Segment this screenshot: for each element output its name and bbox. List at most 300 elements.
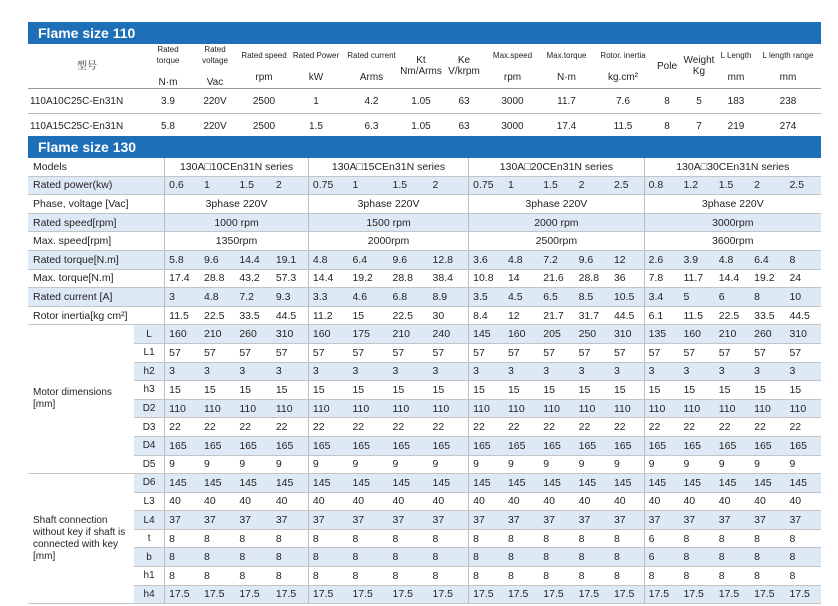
frame-130-dimension-cell: 3 <box>348 362 388 381</box>
frame-130-dimension-cell: 165 <box>679 436 714 455</box>
frame-130-value-cell: 21.7 <box>539 306 574 325</box>
frame-130-dimension-cell: 17.5 <box>388 585 428 604</box>
frame-130-dimension-cell: 9 <box>504 455 539 474</box>
frame-130-dimension-cell: 15 <box>308 381 348 400</box>
frame-110-header-label: L length range <box>762 50 814 60</box>
frame-130-dimension-cell: 310 <box>272 325 309 344</box>
frame-130-dimension-cell: 37 <box>785 511 821 530</box>
frame-130-dimension-cell: 210 <box>715 325 750 344</box>
frame-130-value-cell: 6.8 <box>388 288 428 307</box>
frame-130-dimension-cell: 8 <box>308 567 348 586</box>
frame-130-dimension-cell: 145 <box>348 474 388 493</box>
frame-130-dimension-cell: 37 <box>165 511 200 530</box>
frame-130-dimension-cell: 40 <box>235 492 272 511</box>
frame-130-dimension-cell: 15 <box>388 381 428 400</box>
frame-130-dimension-cell: 8 <box>348 567 388 586</box>
frame-110-value-cell: 220V <box>190 89 240 114</box>
frame-130-merged-row <box>28 213 821 232</box>
frame-130-dimension-cell: 37 <box>388 511 428 530</box>
frame-130-dimension-cell: 145 <box>575 474 610 493</box>
frame-110-header-cell <box>681 44 717 89</box>
frame-130-rated-power-cell: 2 <box>429 176 469 195</box>
frame-130-value-cell: 44.5 <box>272 306 309 325</box>
frame-110-value-cell: 6.3 <box>344 114 399 139</box>
frame-110-value-cell: 1.5 <box>288 114 344 139</box>
frame-130-value-cell: 31.7 <box>575 306 610 325</box>
frame-110-value-cell: 8 <box>653 114 681 139</box>
frame-130-dimension-cell: 165 <box>644 436 679 455</box>
frame-130-row-label: Rated power(kw) <box>28 176 165 195</box>
frame-130-dimension-cell: 9 <box>165 455 200 474</box>
frame-130-merged-cell: 2000 rpm <box>469 213 645 232</box>
frame-110-header-label: Rated current <box>347 50 396 60</box>
frame-130-dimension-cell: 8 <box>469 567 504 586</box>
frame-130-dimension-cell: 40 <box>165 492 200 511</box>
frame-130-value-cell: 11.7 <box>679 269 714 288</box>
frame-130-dimension-cell: 8 <box>539 529 574 548</box>
frame-130-dimension-cell: 40 <box>539 492 574 511</box>
frame-130-dimension-cell: 110 <box>469 399 504 418</box>
frame-130-dimension-cell: 145 <box>272 474 309 493</box>
frame-130-value-cell: 28.8 <box>575 269 610 288</box>
frame-130-dimension-cell: 160 <box>308 325 348 344</box>
frame-130-merged-cell: 3phase 220V <box>644 195 821 214</box>
frame-130-value-cell: 4.5 <box>504 288 539 307</box>
frame-130-value-cell: 22.5 <box>388 306 428 325</box>
frame-130-dimension-cell: 57 <box>235 343 272 362</box>
frame-130-dimension-cell: 8 <box>504 567 539 586</box>
frame-130-dimension-code: D3 <box>134 418 165 437</box>
frame-130-dimension-cell: 8 <box>469 529 504 548</box>
frame-130-value-cell: 19.1 <box>272 250 309 269</box>
frame-130-value-cell: 24 <box>785 269 821 288</box>
frame-110-header-unit: kW <box>308 71 324 83</box>
frame-130-value-cell: 12.8 <box>429 250 469 269</box>
frame-130-value-cell: 43.2 <box>235 269 272 288</box>
frame-130-dimension-cell: 15 <box>272 381 309 400</box>
frame-130-dimension-cell: 210 <box>388 325 428 344</box>
frame-130-dimension-code: L3 <box>134 492 165 511</box>
frame-130-dimension-cell: 9 <box>785 455 821 474</box>
frame-130-value-cell: 8.9 <box>429 288 469 307</box>
frame-130-value-cell: 33.5 <box>235 306 272 325</box>
frame-130-merged-cell: 1000 rpm <box>165 213 309 232</box>
frame-130-dimension-row <box>28 418 821 437</box>
frame-110-header-unit: rpm <box>503 71 522 83</box>
frame-110-header-cell <box>240 44 288 89</box>
frame-130-dimension-row <box>28 529 821 548</box>
frame-110-header-unit: Kg <box>692 66 706 77</box>
frame-110-value-cell: 1.05 <box>399 114 443 139</box>
frame-130-rated-power-cell: 0.6 <box>165 176 200 195</box>
frame-130-merged-row <box>28 195 821 214</box>
frame-130-dimension-cell: 57 <box>785 343 821 362</box>
frame-130-dimension-cell: 22 <box>715 418 750 437</box>
frame-130-dimension-cell: 17.5 <box>539 585 574 604</box>
frame-130-rated-power-row <box>28 176 821 195</box>
frame-130-rated-power-cell: 0.8 <box>644 176 679 195</box>
frame-130-dimension-cell: 145 <box>469 474 504 493</box>
frame-130-dimension-cell: 260 <box>235 325 272 344</box>
frame-130-dimension-cell: 8 <box>539 567 574 586</box>
frame-110-value-cell: 238 <box>755 89 821 114</box>
frame-130-dimension-cell: 8 <box>308 548 348 567</box>
frame-130-dimension-cell: 17.5 <box>504 585 539 604</box>
frame-130-dimension-cell: 6 <box>644 529 679 548</box>
frame-130-dimension-cell: 8 <box>272 567 309 586</box>
frame-130-rated-power-cell: 2.5 <box>785 176 821 195</box>
frame-130-dimension-cell: 8 <box>388 548 428 567</box>
frame-130-dimension-cell: 145 <box>750 474 785 493</box>
frame-130-value-cell: 14.4 <box>308 269 348 288</box>
frame-130-dimension-cell: 8 <box>715 548 750 567</box>
frame-110-header-cell <box>540 44 593 89</box>
frame-130-rated-power-cell: 1.5 <box>388 176 428 195</box>
frame-130-value-cell: 9.6 <box>575 250 610 269</box>
frame-130-merged-cell: 2000rpm <box>308 232 468 251</box>
frame-130-dimension-cell: 9 <box>644 455 679 474</box>
frame-130-dimension-cell: 57 <box>610 343 644 362</box>
frame-130-dimension-cell: 22 <box>429 418 469 437</box>
frame-130-dimension-cell: 3 <box>644 362 679 381</box>
frame-130-value-cell: 9.6 <box>200 250 235 269</box>
frame-130-dimension-row <box>28 548 821 567</box>
frame-130-value-cell: 9.6 <box>388 250 428 269</box>
frame-130-value-cell: 28.8 <box>388 269 428 288</box>
frame-130-dimension-cell: 9 <box>750 455 785 474</box>
frame-130-dimension-cell: 8 <box>469 548 504 567</box>
frame-130-dimension-cell: 110 <box>200 399 235 418</box>
frame-130-dimension-cell: 8 <box>348 548 388 567</box>
frame-130-dimension-cell: 110 <box>715 399 750 418</box>
frame-130-dimension-cell: 3 <box>200 362 235 381</box>
frame-130-dimension-cell: 310 <box>610 325 644 344</box>
frame-130-dimension-cell: 40 <box>575 492 610 511</box>
frame-130-dimension-cell: 17.5 <box>679 585 714 604</box>
frame-130-dimension-code: L4 <box>134 511 165 530</box>
frame-110-value-cell: 3.9 <box>146 89 190 114</box>
frame-110-header-unit: N·m <box>557 71 576 83</box>
frame-130-dimension-code: t <box>134 529 165 548</box>
frame-110-header-label: Rotor. inertia <box>600 50 646 60</box>
frame-130-dimension-code: h1 <box>134 567 165 586</box>
frame-130-value-cell: 14.4 <box>235 250 272 269</box>
frame-130-dimension-cell: 165 <box>429 436 469 455</box>
frame-130-dimension-cell: 8 <box>235 548 272 567</box>
frame-130-value-cell: 5 <box>679 288 714 307</box>
frame-130-dimension-cell: 22 <box>469 418 504 437</box>
frame-130-dimension-cell: 8 <box>610 529 644 548</box>
frame-130-dimension-cell: 240 <box>429 325 469 344</box>
frame-130-value-row <box>28 269 821 288</box>
frame-130-dimension-cell: 8 <box>785 548 821 567</box>
frame-130-dimension-cell: 160 <box>679 325 714 344</box>
frame-130-dimension-cell: 145 <box>785 474 821 493</box>
frame-130-dimension-cell: 57 <box>715 343 750 362</box>
frame-130-value-cell: 3.6 <box>469 250 504 269</box>
frame-130-dimension-cell: 22 <box>575 418 610 437</box>
frame-130-dimension-cell: 110 <box>750 399 785 418</box>
frame-130-dimension-cell: 210 <box>200 325 235 344</box>
frame-130-dimension-cell: 3 <box>715 362 750 381</box>
frame-130-dimension-cell: 40 <box>715 492 750 511</box>
frame-130-value-cell: 11.5 <box>679 306 714 325</box>
frame-130-rated-power-cell: 1 <box>348 176 388 195</box>
frame-130-dimension-cell: 8 <box>235 529 272 548</box>
frame-130-dimension-cell: 165 <box>200 436 235 455</box>
frame-110-title-bar <box>28 22 821 44</box>
frame-130-dimension-cell: 145 <box>235 474 272 493</box>
frame-130-dimension-row <box>28 455 821 474</box>
frame-130-value-cell: 10.5 <box>610 288 644 307</box>
frame-110-value-cell: 11.7 <box>540 89 593 114</box>
frame-130-value-row <box>28 306 821 325</box>
frame-130-dimension-cell: 22 <box>388 418 428 437</box>
frame-130-rated-power-cell: 2 <box>750 176 785 195</box>
frame-130-dimension-cell: 17.5 <box>429 585 469 604</box>
frame-130-dimension-cell: 165 <box>348 436 388 455</box>
frame-130-dimension-cell: 8 <box>165 567 200 586</box>
frame-130-dimension-cell: 22 <box>679 418 714 437</box>
frame-130-dimension-cell: 22 <box>308 418 348 437</box>
frame-130-dimension-cell: 135 <box>644 325 679 344</box>
frame-130-dimension-cell: 22 <box>272 418 309 437</box>
frame-130-dimension-cell: 15 <box>644 381 679 400</box>
frame-130-dimension-cell: 40 <box>348 492 388 511</box>
frame-130-dimension-cell: 15 <box>469 381 504 400</box>
frame-130-dimension-cell: 17.5 <box>644 585 679 604</box>
frame-130-value-cell: 8.5 <box>575 288 610 307</box>
frame-130-dimension-cell: 165 <box>235 436 272 455</box>
frame-130-dimension-cell: 145 <box>469 325 504 344</box>
frame-130-dimension-cell: 37 <box>200 511 235 530</box>
frame-130-dimension-cell: 15 <box>429 381 469 400</box>
frame-130-dimension-cell: 15 <box>504 381 539 400</box>
frame-130-dimension-cell: 8 <box>750 529 785 548</box>
frame-130-dimension-cell: 8 <box>272 529 309 548</box>
frame-110-header-label: 型号 <box>77 60 97 72</box>
frame-110-header-label: L Length <box>720 50 752 60</box>
frame-130-dimension-code: h2 <box>134 362 165 381</box>
frame-130-value-cell: 10.8 <box>469 269 504 288</box>
frame-130-dimension-cell: 9 <box>679 455 714 474</box>
frame-130-dimension-cell: 22 <box>610 418 644 437</box>
frame-130-row-label: Max. speed[rpm] <box>28 232 165 251</box>
frame-130-dimension-code: D2 <box>134 399 165 418</box>
frame-130-value-cell: 8.4 <box>469 306 504 325</box>
frame-130-dimension-row <box>28 436 821 455</box>
frame-110-header-unit: Nm/Arms <box>400 66 442 77</box>
frame-130-dimension-cell: 9 <box>388 455 428 474</box>
frame-130-dimension-cell: 37 <box>504 511 539 530</box>
frame-130-rated-power-cell: 0.75 <box>308 176 348 195</box>
frame-130-value-cell: 28.8 <box>200 269 235 288</box>
frame-130-dimension-cell: 8 <box>575 567 610 586</box>
frame-130-title: Flame size 130 <box>38 139 137 155</box>
frame-130-value-cell: 30 <box>429 306 469 325</box>
frame-130-dimension-cell: 145 <box>715 474 750 493</box>
frame-130-dimension-cell: 110 <box>644 399 679 418</box>
motor-dimensions-label: Motor dimensions [mm] <box>28 325 134 474</box>
frame-130-dimension-row <box>28 362 821 381</box>
frame-130-dimension-row <box>28 511 821 530</box>
frame-130-value-cell: 7.8 <box>644 269 679 288</box>
frame-110-header-cell <box>399 44 443 89</box>
frame-130-dimension-cell: 57 <box>469 343 504 362</box>
frame-130-dimension-cell: 8 <box>200 567 235 586</box>
frame-110-header-cell <box>443 44 485 89</box>
frame-130-dimension-cell: 9 <box>575 455 610 474</box>
frame-130-value-cell: 7.2 <box>539 250 574 269</box>
frame-130-dimension-cell: 57 <box>348 343 388 362</box>
frame-130-dimension-cell: 37 <box>715 511 750 530</box>
frame-130-dimension-cell: 57 <box>308 343 348 362</box>
frame-110-header-cell <box>593 44 653 89</box>
frame-130-dimension-code: b <box>134 548 165 567</box>
frame-130-dimension-cell: 3 <box>610 362 644 381</box>
frame-130-dimension-cell: 145 <box>504 474 539 493</box>
frame-130-value-cell: 2.6 <box>644 250 679 269</box>
frame-130-rated-power-cell: 1 <box>504 176 539 195</box>
frame-130-dimension-cell: 57 <box>750 343 785 362</box>
frame-110-header-unit: mm <box>727 71 745 83</box>
frame-110-value-cell: 1 <box>288 89 344 114</box>
frame-130-dimension-cell: 40 <box>644 492 679 511</box>
frame-130-value-row <box>28 250 821 269</box>
frame-130-dimension-cell: 8 <box>429 548 469 567</box>
frame-130-value-row <box>28 288 821 307</box>
frame-130-dimension-cell: 310 <box>785 325 821 344</box>
frame-130-dimension-cell: 37 <box>539 511 574 530</box>
frame-130-dimension-cell: 22 <box>348 418 388 437</box>
frame-130-rated-power-cell: 1 <box>200 176 235 195</box>
frame-130-dimension-cell: 37 <box>679 511 714 530</box>
frame-130-dimension-cell: 3 <box>679 362 714 381</box>
frame-110-header-cell <box>344 44 399 89</box>
frame-130-dimension-cell: 165 <box>388 436 428 455</box>
frame-130-dimension-code: L1 <box>134 343 165 362</box>
frame-130-dimension-cell: 110 <box>388 399 428 418</box>
frame-130-dimension-cell: 8 <box>715 529 750 548</box>
frame-110-value-cell: 8 <box>653 89 681 114</box>
frame-110-value-cell: 63 <box>443 89 485 114</box>
frame-130-dimension-cell: 110 <box>348 399 388 418</box>
frame-130-value-cell: 4.8 <box>715 250 750 269</box>
frame-130-dimension-code: D6 <box>134 474 165 493</box>
frame-110-header-cell <box>485 44 540 89</box>
frame-110-header-label: Max.torque <box>546 50 587 60</box>
frame-130-value-cell: 44.5 <box>785 306 821 325</box>
frame-130-dimension-cell: 3 <box>750 362 785 381</box>
frame-110-value-cell: 7 <box>681 114 717 139</box>
frame-130-value-cell: 4.8 <box>200 288 235 307</box>
frame-110-header-label: Rated torque <box>156 45 180 65</box>
frame-130-dimension-cell: 8 <box>200 548 235 567</box>
frame-110-header-unit: Vac <box>206 77 224 88</box>
frame-130-dimension-cell: 17.5 <box>308 585 348 604</box>
frame-110-header-unit: rpm <box>255 71 273 83</box>
frame-130-dimension-cell: 15 <box>200 381 235 400</box>
frame-130-dimension-cell: 110 <box>165 399 200 418</box>
frame-130-dimension-cell: 8 <box>575 529 610 548</box>
frame-130-value-cell: 12 <box>610 250 644 269</box>
frame-130-dimension-cell: 37 <box>272 511 309 530</box>
frame-130-value-cell: 10 <box>785 288 821 307</box>
frame-110-value-cell: 274 <box>755 114 821 139</box>
frame-130-dimension-cell: 160 <box>504 325 539 344</box>
frame-130-dimension-cell: 110 <box>429 399 469 418</box>
frame-110-header-cell <box>653 44 681 89</box>
frame-130-value-cell: 19.2 <box>348 269 388 288</box>
frame-110-header-cell <box>288 44 344 89</box>
frame-130-dimension-cell: 15 <box>679 381 714 400</box>
frame-130-rated-power-cell: 2 <box>575 176 610 195</box>
frame-130-value-cell: 3 <box>165 288 200 307</box>
frame-130-dimension-cell: 110 <box>575 399 610 418</box>
frame-110-value-cell: 5 <box>681 89 717 114</box>
frame-130-dimension-cell: 22 <box>750 418 785 437</box>
frame-110-value-cell: 4.2 <box>344 89 399 114</box>
frame-130-dimension-cell: 145 <box>200 474 235 493</box>
frame-130-value-cell: 21.6 <box>539 269 574 288</box>
frame-130-dimension-cell: 8 <box>165 548 200 567</box>
frame-130-dimension-cell: 22 <box>504 418 539 437</box>
frame-130-merged-cell: 3phase 220V <box>469 195 645 214</box>
frame-110-value-cell: 219 <box>717 114 755 139</box>
frame-130-row-label: Models <box>28 158 165 176</box>
frame-130-dimension-cell: 8 <box>429 567 469 586</box>
frame-130-dimension-cell: 22 <box>235 418 272 437</box>
frame-130-rated-power-cell: 1.2 <box>679 176 714 195</box>
frame-130-dimension-cell: 15 <box>575 381 610 400</box>
frame-130-merged-cell: 3phase 220V <box>165 195 309 214</box>
frame-130-dimension-row <box>28 585 821 604</box>
frame-110-value-cell: 11.5 <box>593 114 653 139</box>
frame-130-dimension-cell: 15 <box>165 381 200 400</box>
frame-130-dimension-cell: 17.5 <box>785 585 821 604</box>
frame-130-dimension-cell: 17.5 <box>750 585 785 604</box>
frame-130-dimension-cell: 145 <box>644 474 679 493</box>
frame-130-dimension-row <box>28 474 821 493</box>
frame-130-dimension-cell: 3 <box>504 362 539 381</box>
frame-130-dimension-cell: 57 <box>165 343 200 362</box>
frame-110-header-cell <box>755 44 821 89</box>
frame-110-row <box>28 89 821 114</box>
frame-130-dimension-cell: 8 <box>679 548 714 567</box>
frame-130-dimension-cell: 110 <box>272 399 309 418</box>
frame-110-value-cell: 2500 <box>240 114 288 139</box>
frame-130-merged-cell: 1500 rpm <box>308 213 468 232</box>
frame-110-value-cell: 183 <box>717 89 755 114</box>
frame-130-dimension-cell: 15 <box>348 381 388 400</box>
frame-130-merged-cell: 3000rpm <box>644 213 821 232</box>
frame-110-value-cell: 3000 <box>485 89 540 114</box>
frame-130-dimension-cell: 145 <box>388 474 428 493</box>
frame-130-dimension-cell: 17.5 <box>715 585 750 604</box>
frame-130-models-row <box>28 158 821 176</box>
frame-130-dimension-cell: 8 <box>308 529 348 548</box>
frame-130-dimension-cell: 3 <box>165 362 200 381</box>
frame-130-dimension-cell: 165 <box>272 436 309 455</box>
frame-130-dimension-cell: 110 <box>785 399 821 418</box>
frame-130-dimension-cell: 110 <box>235 399 272 418</box>
frame-130-dimension-cell: 110 <box>308 399 348 418</box>
frame-130-value-cell: 3.9 <box>679 250 714 269</box>
frame-130-dimension-cell: 15 <box>750 381 785 400</box>
frame-130-rated-power-cell: 1.5 <box>539 176 574 195</box>
frame-130-dimension-cell: 110 <box>504 399 539 418</box>
frame-130-dimension-cell: 205 <box>539 325 574 344</box>
